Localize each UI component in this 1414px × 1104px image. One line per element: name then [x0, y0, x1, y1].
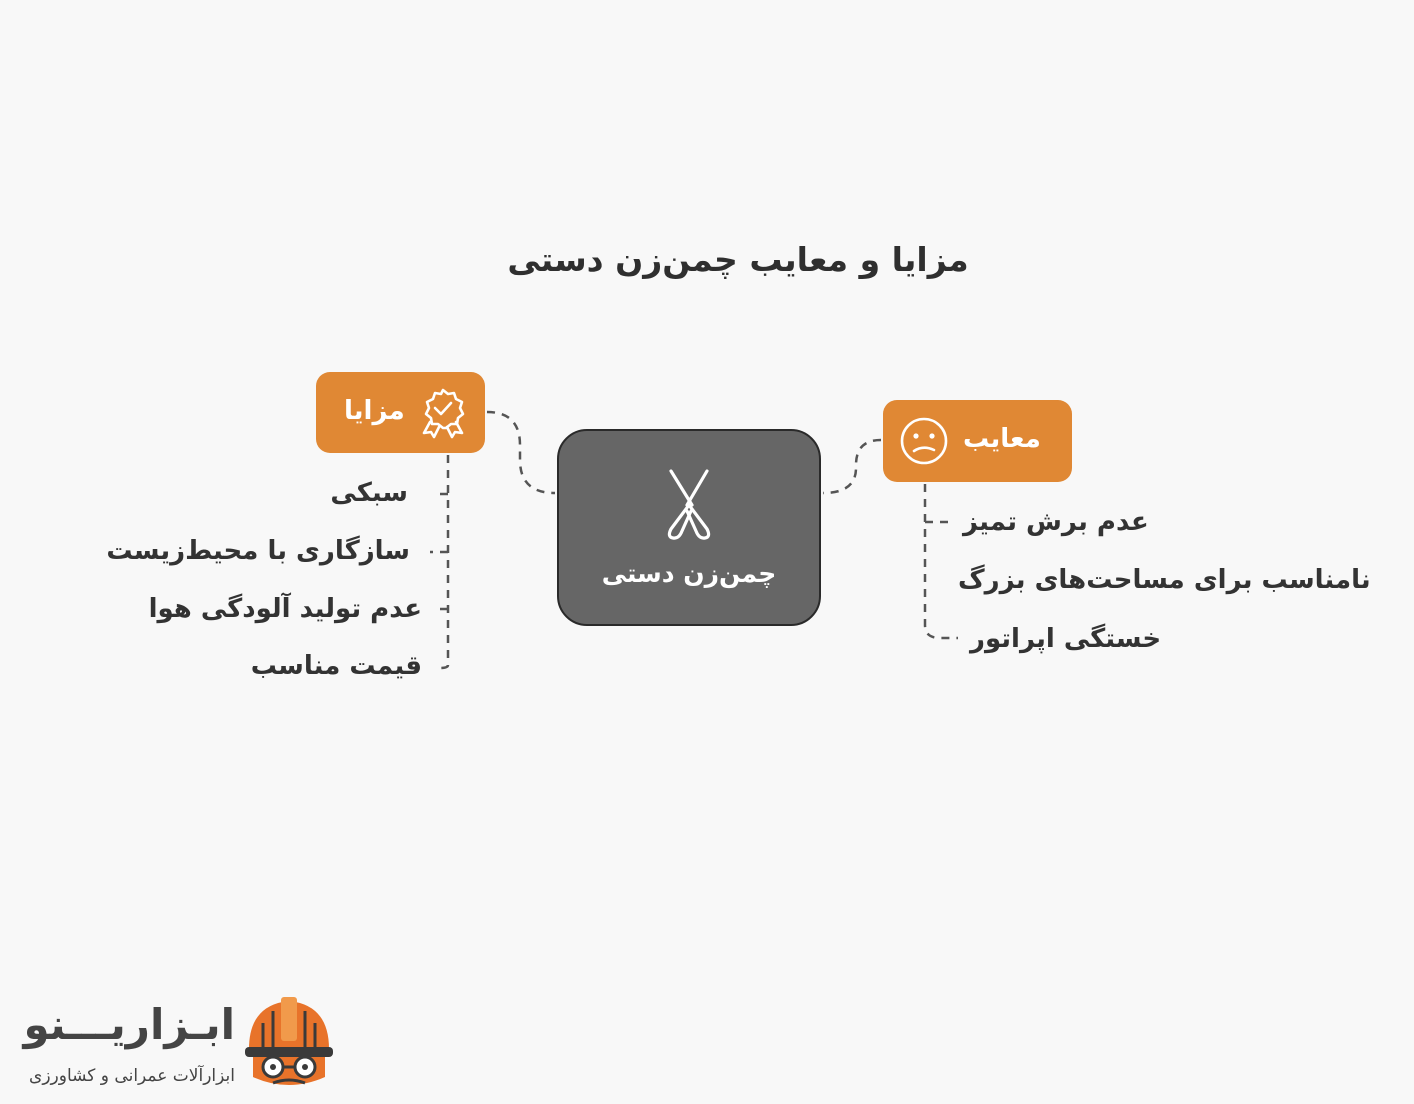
- sad-face-icon: [899, 416, 949, 466]
- pros-tag: [316, 372, 485, 453]
- pros-item-2: سازگاری با محیط‌زیست: [106, 536, 410, 566]
- cons-item-1-text: عدم برش تمیز: [963, 507, 1149, 537]
- pros-item-4: قیمت مناسب: [250, 651, 422, 681]
- pros-item-3: عدم تولید آلودگی هوا: [148, 594, 422, 624]
- pros-label: مزایا: [344, 396, 405, 426]
- cons-tag: [883, 400, 1072, 482]
- cons-item-3: [970, 624, 1270, 654]
- logo-tagline: ابزارآلات عمرانی و کشاورزی: [29, 1066, 235, 1086]
- page-title: مزایا و معایب چمن‌زن دستی: [507, 240, 969, 279]
- cons-item-3-text: خستگی اپراتور: [970, 624, 1162, 654]
- cons-item-1: [963, 507, 1263, 537]
- helmet-mascot-icon: [243, 993, 335, 1093]
- cons-label: معایب: [963, 424, 1041, 454]
- pros-item-1: سبکی: [330, 478, 408, 508]
- pruning-shears-icon: [659, 467, 721, 541]
- award-badge-icon: [416, 386, 470, 440]
- cons-item-2-text: نامناسب برای مساحت‌های بزرگ: [958, 565, 1371, 595]
- cons-item-2: [958, 565, 1378, 595]
- center-label: چمن‌زن دستی: [601, 559, 777, 588]
- logo-wordmark: ابـزاریـــنو: [23, 1000, 235, 1049]
- center-node: [557, 429, 821, 626]
